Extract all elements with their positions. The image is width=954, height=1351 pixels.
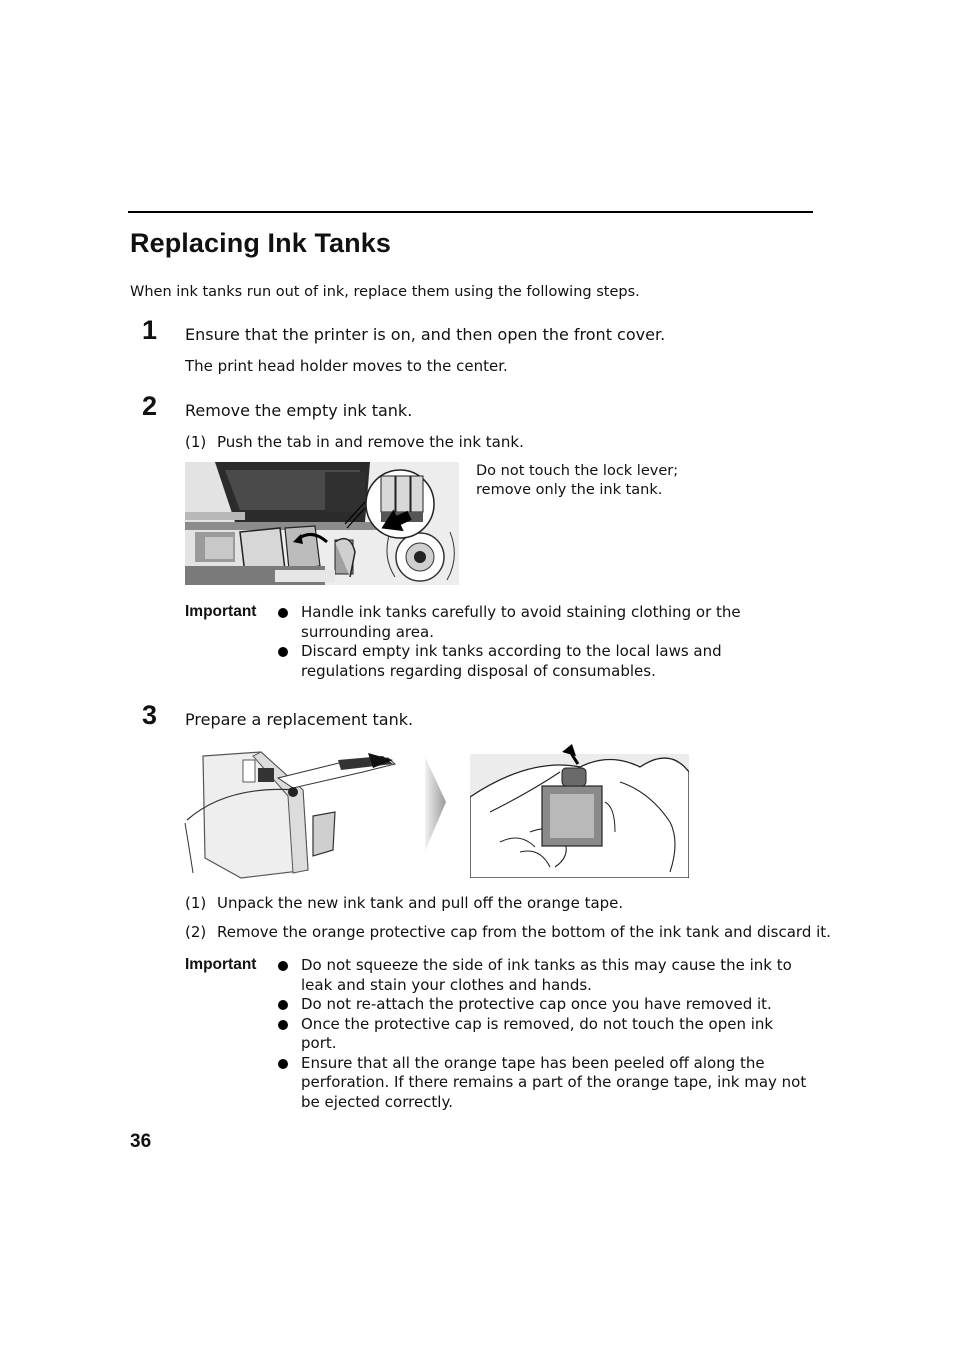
step-1-heading: Ensure that the printer is on, and then open the front cover.	[185, 325, 666, 344]
step-3-number: 3	[142, 700, 158, 730]
list-item: Do not re-attach the protective cap once you have removed it.	[278, 995, 813, 1015]
bullet-icon	[278, 961, 288, 971]
intro-text: When ink tanks run out of ink, replace them using the following steps.	[130, 284, 640, 300]
list-item: Handle ink tanks carefully to avoid staining clothing or the surrounding area.	[278, 603, 808, 642]
important-label-step-2: Important	[185, 603, 257, 620]
list-item: Once the protective cap is removed, do not touch the open ink port.	[278, 1015, 813, 1054]
step-2-number: 2	[142, 391, 158, 421]
bullet-icon	[278, 647, 288, 657]
step-3-substep-2-text: Remove the orange protective cap from the bottom of the ink tank and discard it.	[217, 923, 831, 941]
step-3-substep-1-text: Unpack the new ink tank and pull off the orange tape.	[217, 894, 624, 912]
bullet-icon	[278, 608, 288, 618]
remove-cap-illustration	[470, 742, 689, 878]
bullet-icon	[278, 1059, 288, 1069]
important-list-step-3	[278, 956, 813, 1112]
step-1-description: The print head holder moves to the center.	[185, 357, 508, 375]
unpack-ink-tank-illustration	[183, 748, 398, 882]
step-1-number: 1	[142, 315, 158, 345]
chevron-right-icon	[423, 757, 447, 851]
bullet-icon	[278, 1000, 288, 1010]
list-item: Ensure that all the orange tape has been peeled off along the perforation. If there remains a part of the orange tape, ink may not be ejected correctly.	[278, 1054, 813, 1113]
top-rule	[128, 211, 813, 213]
lock-lever-note: Do not touch the lock lever; remove only the ink tank.	[476, 463, 679, 498]
important-list-step-2	[278, 603, 808, 681]
step-3-substep-1-num: (1)	[185, 894, 207, 912]
step-2-substep-1-text: Push the tab in and remove the ink tank.	[217, 433, 524, 451]
step-2-substep-1-num: (1)	[185, 433, 207, 451]
page-number: 36	[130, 1131, 152, 1152]
printer-ink-removal-illustration	[185, 462, 459, 585]
bullet-icon	[278, 1020, 288, 1030]
list-item: Do not squeeze the side of ink tanks as this may cause the ink to leak and stain your clothes and hands.	[278, 956, 813, 995]
list-item: Discard empty ink tanks according to the local laws and regulations regarding disposal of consumables.	[278, 642, 808, 681]
step-2-heading: Remove the empty ink tank.	[185, 401, 413, 420]
step-3-substep-2-num: (2)	[185, 923, 207, 941]
step-3-heading: Prepare a replacement tank.	[185, 710, 414, 729]
page-title: Replacing Ink Tanks	[130, 228, 391, 258]
important-label-step-3: Important	[185, 956, 257, 973]
